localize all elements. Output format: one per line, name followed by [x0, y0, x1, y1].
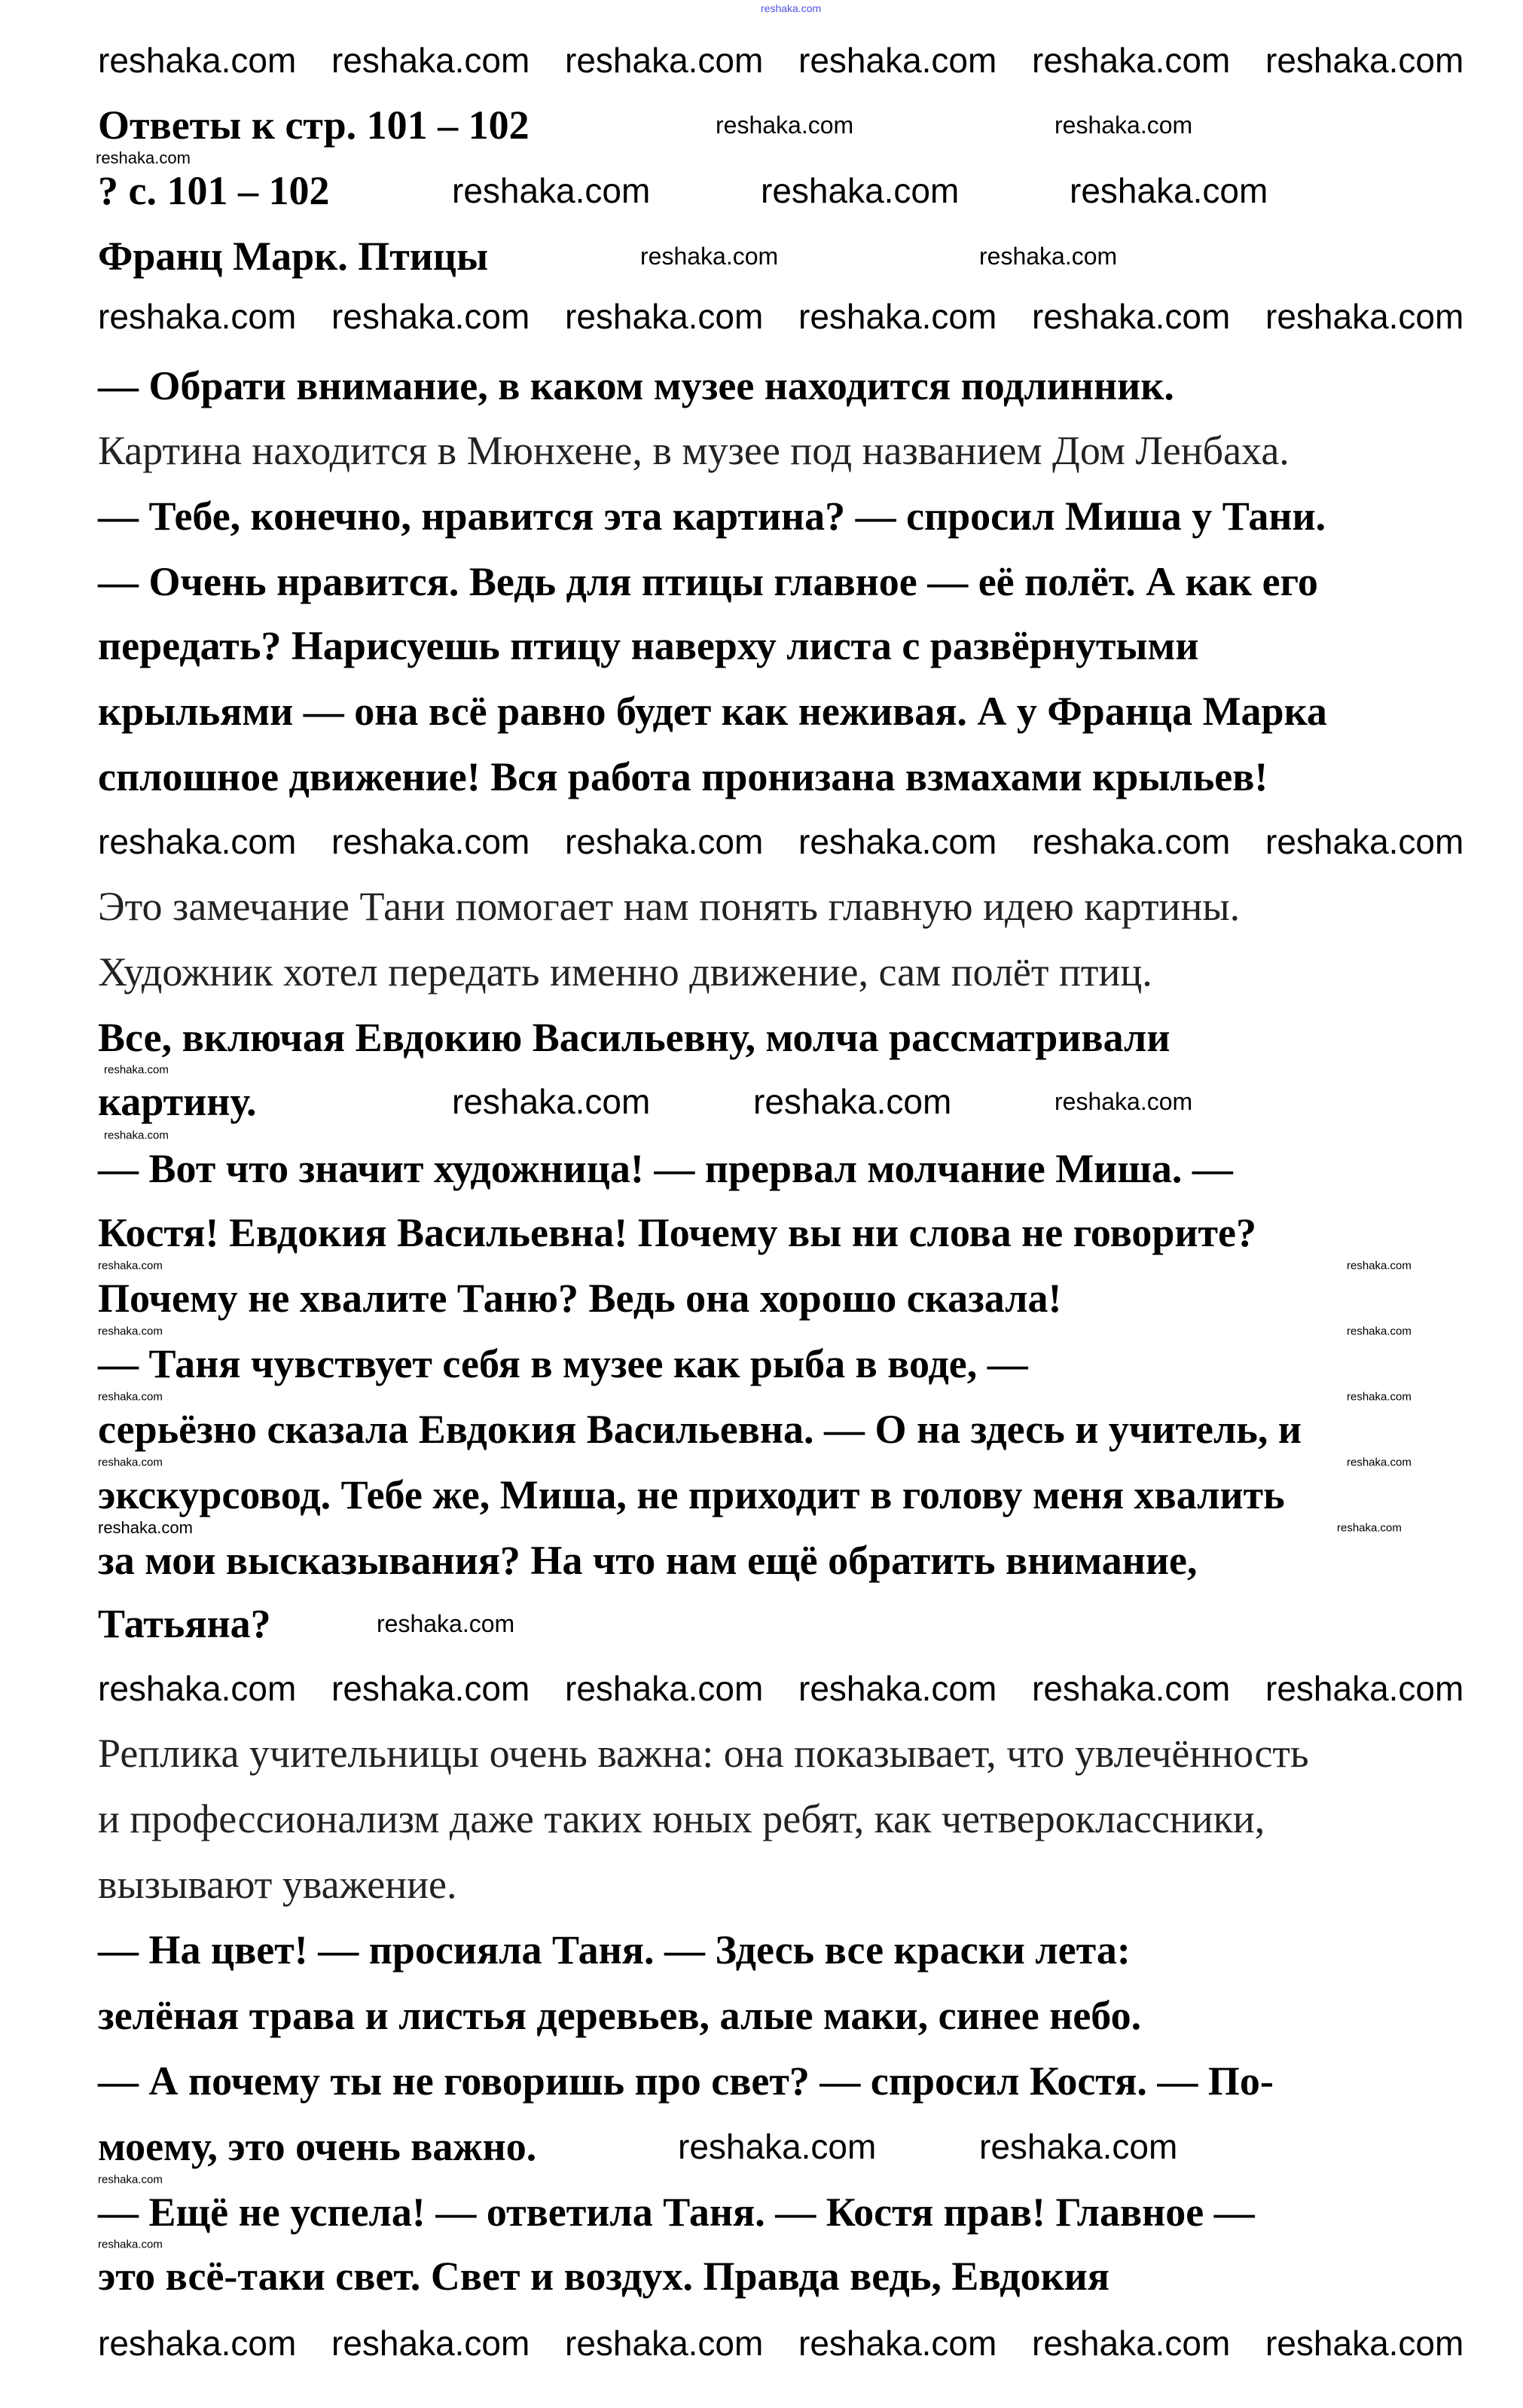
watermark-text: reshaka.com — [1265, 1669, 1464, 1708]
watermark-text: reshaka.com — [98, 2324, 297, 2363]
watermark-text: reshaka.com — [565, 41, 764, 80]
text-line: — Очень нравится. Ведь для птицы главное — её полёт. А как его — [98, 559, 1318, 604]
section-heading: Франц Марк. Птицы — [98, 234, 489, 279]
text-line: Это замечание Тани помогает нам понять главную идею картины. — [98, 884, 1241, 929]
text-line: передать? Нарисуешь птицу наверху листа с развёрнутыми — [98, 623, 1199, 668]
watermark-text: reshaka.com — [1032, 41, 1231, 80]
watermark-text: reshaka.com — [1347, 1390, 1412, 1404]
watermark-text: reshaka.com — [1265, 41, 1464, 80]
text-line: картину. — [98, 1079, 257, 1124]
watermark-text: reshaka.com — [1032, 2324, 1231, 2363]
watermark-text: reshaka.com — [1032, 1669, 1231, 1708]
watermark-text: reshaka.com — [98, 1390, 163, 1404]
watermark-text: reshaka.com — [1265, 822, 1464, 861]
text-line: Почему не хвалите Таню? Ведь она хорошо сказала! — [98, 1276, 1062, 1321]
text-line: — Таня чувствует себя в музее как рыба в воде, — — [98, 1341, 1028, 1386]
watermark-text: reshaka.com — [716, 112, 854, 139]
watermark-text: reshaka.com — [761, 171, 960, 210]
watermark-text: reshaka.com — [1347, 1456, 1412, 1469]
text-line: серьёзно сказала Евдокия Васильевна. — О на здесь и учитель, и — [98, 1407, 1302, 1452]
text-line: Художник хотел передать именно движение, сам полёт птиц. — [98, 949, 1152, 995]
watermark-text: reshaka.com — [1055, 112, 1193, 139]
text-line: — Обрати внимание, в каком музее находится подлинник. — [98, 363, 1174, 408]
watermark-text: reshaka.com — [1055, 1088, 1193, 1115]
watermark-text: reshaka.com — [1070, 171, 1268, 210]
watermark-text: reshaka.com — [798, 41, 997, 80]
watermark-text: reshaka.com — [1347, 1259, 1412, 1273]
text-line: — Вот что значит художница! — прервал молчание Миша. — — [98, 1146, 1233, 1191]
text-line: экскурсовод. Тебе же, Миша, не приходит в голову меня хвалить — [98, 1472, 1285, 1517]
watermark-text: reshaka.com — [979, 2127, 1178, 2166]
watermark-text: reshaka.com — [565, 822, 764, 861]
watermark-text: reshaka.com — [565, 1669, 764, 1708]
watermark-text: reshaka.com — [98, 822, 297, 861]
watermark-text: reshaka.com — [98, 41, 297, 80]
watermark-text: reshaka.com — [1337, 1521, 1402, 1535]
watermark-text: reshaka.com — [452, 1082, 651, 1121]
section-subtitle: ? с. 101 – 102 — [98, 168, 330, 213]
text-line: крыльями — она всё равно будет как неживая. А у Франца Марка — [98, 689, 1327, 734]
watermark-text: reshaka.com — [98, 1259, 163, 1273]
text-line: за мои высказывания? На что нам ещё обратить внимание, — [98, 1538, 1198, 1583]
text-line: Картина находится в Мюнхене, в музее под названием Дом Ленбаха. — [98, 428, 1290, 473]
text-line: — Тебе, конечно, нравится эта картина? — спросил Миша у Тани. — [98, 494, 1326, 539]
watermark-text: reshaka.com — [104, 1129, 169, 1142]
watermark-text: reshaka.com — [98, 1669, 297, 1708]
text-line: сплошное движение! Вся работа пронизана взмахами крыльев! — [98, 754, 1268, 799]
watermark-text: reshaka.com — [104, 1063, 169, 1077]
watermark-text: reshaka.com — [98, 1456, 163, 1469]
watermark-text: reshaka.com — [753, 1082, 952, 1121]
text-line: Татьяна? — [98, 1601, 271, 1646]
text-line: Костя! Евдокия Васильевна! Почему вы ни слова не говорите? — [98, 1210, 1256, 1255]
text-line: — Ещё не успела! — ответила Таня. — Костя прав! Главное — — [98, 2190, 1255, 2235]
watermark-text: reshaka.com — [798, 1669, 997, 1708]
watermark-text: reshaka.com — [1032, 822, 1231, 861]
watermark-text: reshaka.com — [678, 2127, 877, 2166]
watermark-text: reshaka.com — [979, 243, 1118, 270]
watermark-text: reshaka.com — [98, 2173, 163, 2186]
watermark-text: reshaka.com — [640, 243, 779, 270]
watermark-text: reshaka.com — [377, 1610, 515, 1637]
text-line: Все, включая Евдокию Васильевну, молча рассматривали — [98, 1015, 1170, 1060]
watermark-text: reshaka.com — [98, 1518, 193, 1537]
header-watermark: reshaka.com — [761, 2, 822, 14]
watermark-text: reshaka.com — [331, 41, 530, 80]
watermark-text: reshaka.com — [98, 297, 297, 336]
watermark-text: reshaka.com — [798, 2324, 997, 2363]
watermark-text: reshaka.com — [331, 1669, 530, 1708]
watermark-text: reshaka.com — [565, 2324, 764, 2363]
watermark-text: reshaka.com — [98, 1325, 163, 1338]
text-line: это всё-таки свет. Свет и воздух. Правда ведь, Евдокия — [98, 2254, 1110, 2299]
text-line: и профессионализм даже таких юных ребят, как четвероклассники, — [98, 1796, 1265, 1841]
watermark-text: reshaka.com — [1032, 297, 1231, 336]
text-line: зелёная трава и листья деревьев, алые маки, синее небо. — [98, 1993, 1142, 2038]
text-line: вызывают уважение. — [98, 1862, 457, 1907]
text-line: моему, это очень важно. — [98, 2124, 537, 2169]
watermark-text: reshaka.com — [798, 297, 997, 336]
watermark-text: reshaka.com — [331, 2324, 530, 2363]
watermark-text: reshaka.com — [331, 822, 530, 861]
watermark-text: reshaka.com — [798, 822, 997, 861]
watermark-text: reshaka.com — [565, 297, 764, 336]
watermark-text: reshaka.com — [98, 2238, 163, 2251]
page-title: Ответы к стр. 101 – 102 — [98, 102, 530, 148]
text-line: — А почему ты не говоришь про свет? — спросил Костя. — По- — [98, 2058, 1274, 2104]
watermark-text: reshaka.com — [1265, 297, 1464, 336]
text-line: Реплика учительницы очень важна: она показывает, что увлечённость — [98, 1731, 1309, 1776]
text-line: — На цвет! — просияла Таня. — Здесь все краски лета: — [98, 1927, 1131, 1973]
watermark-text: reshaka.com — [96, 148, 191, 167]
watermark-text: reshaka.com — [452, 171, 651, 210]
watermark-text: reshaka.com — [1265, 2324, 1464, 2363]
watermark-text: reshaka.com — [1347, 1325, 1412, 1338]
watermark-text: reshaka.com — [331, 297, 530, 336]
